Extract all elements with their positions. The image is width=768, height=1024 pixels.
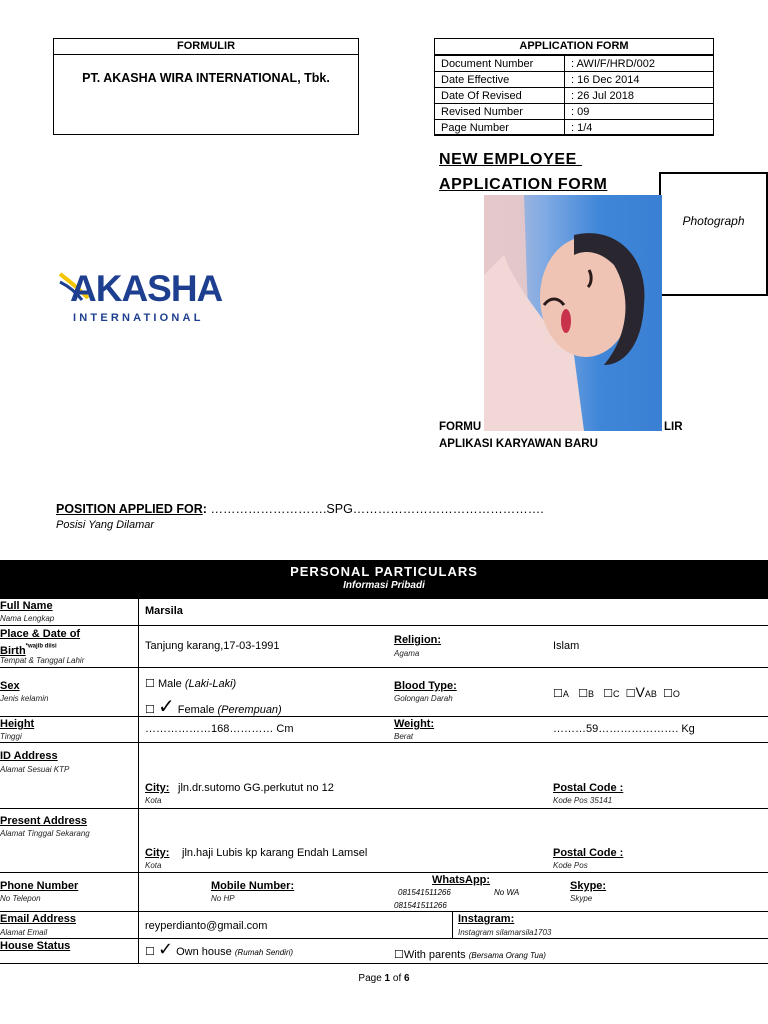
footer-page-number: 1 [384,973,391,984]
form-title-line2: APPLICATION FORM [439,176,608,193]
akasha-logo [58,268,228,328]
meta-row [435,120,714,136]
id-city-sub: Kota [145,796,162,805]
religion-value[interactable]: Islam [553,640,580,652]
meta-value: : 16 Dec 2014 [565,72,714,88]
weight-sub: Berat [394,732,414,741]
id-city-label: City: [145,782,170,794]
formulir-line2: APLIKASI KARYAWAN BARU [439,438,598,450]
section-title: PERSONAL PARTICULARS [290,564,478,579]
meta-label: Document Number [435,56,565,72]
formulir-right: LIR [664,421,683,433]
logo-subtitle: INTERNATIONAL [73,312,204,324]
own-house-option[interactable] [145,939,294,959]
sex-sub: Jenis kelamin [0,694,49,703]
blood-checkbox-a[interactable]: ☐ [553,688,563,700]
female-sub: (Perempuan) [217,704,282,716]
id-address-sub: Alamat Sesuai KTP [0,765,70,774]
blood-c-label: C [613,689,620,699]
meta-value: : 09 [565,104,714,120]
height-label: Height [0,718,35,730]
form-title-line1: NEW EMPLOYEE [439,151,582,168]
blood-type-sub: Golongan Darah [394,694,453,703]
blood-b-label: B [587,689,594,699]
id-address-label: ID Address [0,750,58,762]
weight-value[interactable]: ………59…………………. Kg [553,723,695,735]
sex-label: Sex [0,680,20,692]
meta-row [435,56,714,72]
with-parents-checkbox[interactable]: ☐ [394,949,404,961]
mobile-sub: No HP [211,894,235,903]
email-label: Email Address [0,913,77,925]
row-divider [0,963,768,964]
meta-value: : 26 Jul 2018 [565,88,714,104]
height-sub: Tinggi [0,732,22,741]
present-city-value[interactable]: jln.haji Lubis kp karang Endah Lamsel [182,847,368,859]
page-footer [0,973,768,984]
position-label: POSITION APPLIED FOR [56,502,203,516]
present-postal-sub: Kode Pos [553,861,588,870]
own-house-check-icon: ✓ [157,939,174,959]
weight-label: Weight: [394,718,435,730]
email-sub: Alamat Email [0,928,48,937]
id-postal-sub: Kode Pos 35141 [553,796,613,805]
male-checkbox[interactable]: ☐ [145,678,155,690]
birth-required-note: *wajib diisi [25,643,57,650]
present-address-sub: Alamat Tinggal Sekarang [0,829,90,838]
own-house-checkbox[interactable]: ☐ [145,946,155,958]
female-checkbox[interactable]: ☐ [145,704,155,716]
meta-label: Page Number [435,120,565,136]
blood-type-options [553,684,680,700]
document-meta-table [434,55,714,136]
id-postal-label: Postal Code : [553,782,624,794]
meta-label: Date Of Revised [435,88,565,104]
house-status-label: House Status [0,940,71,952]
female-label: Female [177,704,215,716]
row-divider [0,911,768,912]
skype-label: Skype: [570,880,607,892]
birth-label: Birth [0,645,26,657]
row-divider [0,716,768,717]
height-value[interactable]: ………………168………… Cm [145,723,294,735]
footer-page-total: 6 [404,973,410,984]
blood-ab-label: AB [644,689,657,699]
blood-a-label: A [562,689,569,699]
whatsapp-sub: No WA [494,888,520,897]
footer-page-prefix: Page [358,973,385,984]
blood-checkbox-ab[interactable]: ☐ [625,688,636,700]
position-colon: : [202,502,207,516]
header-right-box [434,38,714,135]
phone-label: Phone Number [0,880,79,892]
meta-row [435,72,714,88]
religion-label: Religion: [394,634,442,646]
footer-of: of [390,973,405,984]
birth-sub: Tempat & Tanggal Lahir [0,656,85,665]
position-row [56,502,544,516]
phone-sub: No Telepon [0,894,41,903]
meta-row [435,104,714,120]
mobile-number-1[interactable]: 081541511266 [398,888,451,897]
column-divider [138,598,139,964]
blood-o-label: O [672,689,680,699]
birth-value[interactable]: Tanjung karang,17-03-1991 [145,640,280,652]
meta-row [435,88,714,104]
present-address-label: Present Address [0,815,88,827]
photograph-box [659,172,768,296]
whatsapp-label: WhatsApp: [432,874,491,886]
row-divider [0,872,768,873]
meta-label: Revised Number [435,104,565,120]
present-postal-label: Postal Code : [553,847,624,859]
present-city-sub: Kota [145,861,162,870]
row-divider [0,938,768,939]
present-city-label: City: [145,847,170,859]
own-house-label: Own house [176,946,232,958]
company-name: PT. AKASHA WIRA INTERNATIONAL, Tbk. [82,71,330,85]
skype-sub: Skype [570,894,593,903]
formulir-left: FORMU [439,421,482,433]
blood-checkbox-o[interactable]: ☐ [662,688,673,700]
male-option[interactable] [145,677,236,690]
logo-name: AKASHA [70,268,223,309]
blood-type-label: Blood Type: [394,680,457,692]
mobile-number-2[interactable]: 081541511266 [394,901,447,910]
applicant-photo [484,195,662,431]
email-value[interactable]: reyperdianto@gmail.com [145,920,268,932]
full-name-label: Full Name [0,600,53,612]
position-sub: Posisi Yang Dilamar [56,519,155,531]
with-parents-option[interactable] [394,948,546,961]
row-divider [0,625,768,626]
application-form-title: APPLICATION FORM [435,39,713,55]
column-divider [452,911,453,939]
formulir-title: FORMULIR [54,39,358,55]
row-divider [0,742,768,743]
with-parents-sub: (Bersama Orang Tua) [468,951,546,960]
blood-checkbox-b[interactable]: ☐ [578,688,588,700]
id-city-value[interactable]: jln.dr.sutomo GG.perkutut no 12 [178,782,334,794]
photograph-label: Photograph [682,214,745,228]
blood-checkbox-c[interactable]: ☐ [603,688,613,700]
position-value: ……………………….SPG………………………………………. [210,502,544,516]
male-label: Male [157,678,182,690]
female-option[interactable] [145,694,282,719]
meta-label: Date Effective [435,72,565,88]
section-subtitle: Informasi Pribadi [343,580,425,591]
full-name-value[interactable]: Marsila [145,605,183,617]
religion-sub: Agama [394,649,420,658]
with-parents-label: With parents [403,949,466,961]
row-divider [0,667,768,668]
mobile-label: Mobile Number: [211,880,295,892]
row-divider [0,598,768,599]
own-house-sub: (Rumah Sendiri) [234,948,294,957]
section-header [0,560,768,598]
instagram-label: Instagram: [458,913,515,925]
meta-value: : 1/4 [565,120,714,136]
blood-ab-mark: V [635,684,645,700]
instagram-value[interactable]: Instagram silamarsila1703 [458,928,552,937]
birth-label-line1: Place & Date of [0,628,81,640]
full-name-sub: Nama Lengkap [0,614,55,623]
row-divider [0,808,768,809]
header-left-box [53,38,359,135]
meta-value: : AWI/F/HRD/002 [565,56,714,72]
male-sub: (Laki-Laki) [184,678,237,690]
female-check-icon: ✓ [157,696,175,718]
